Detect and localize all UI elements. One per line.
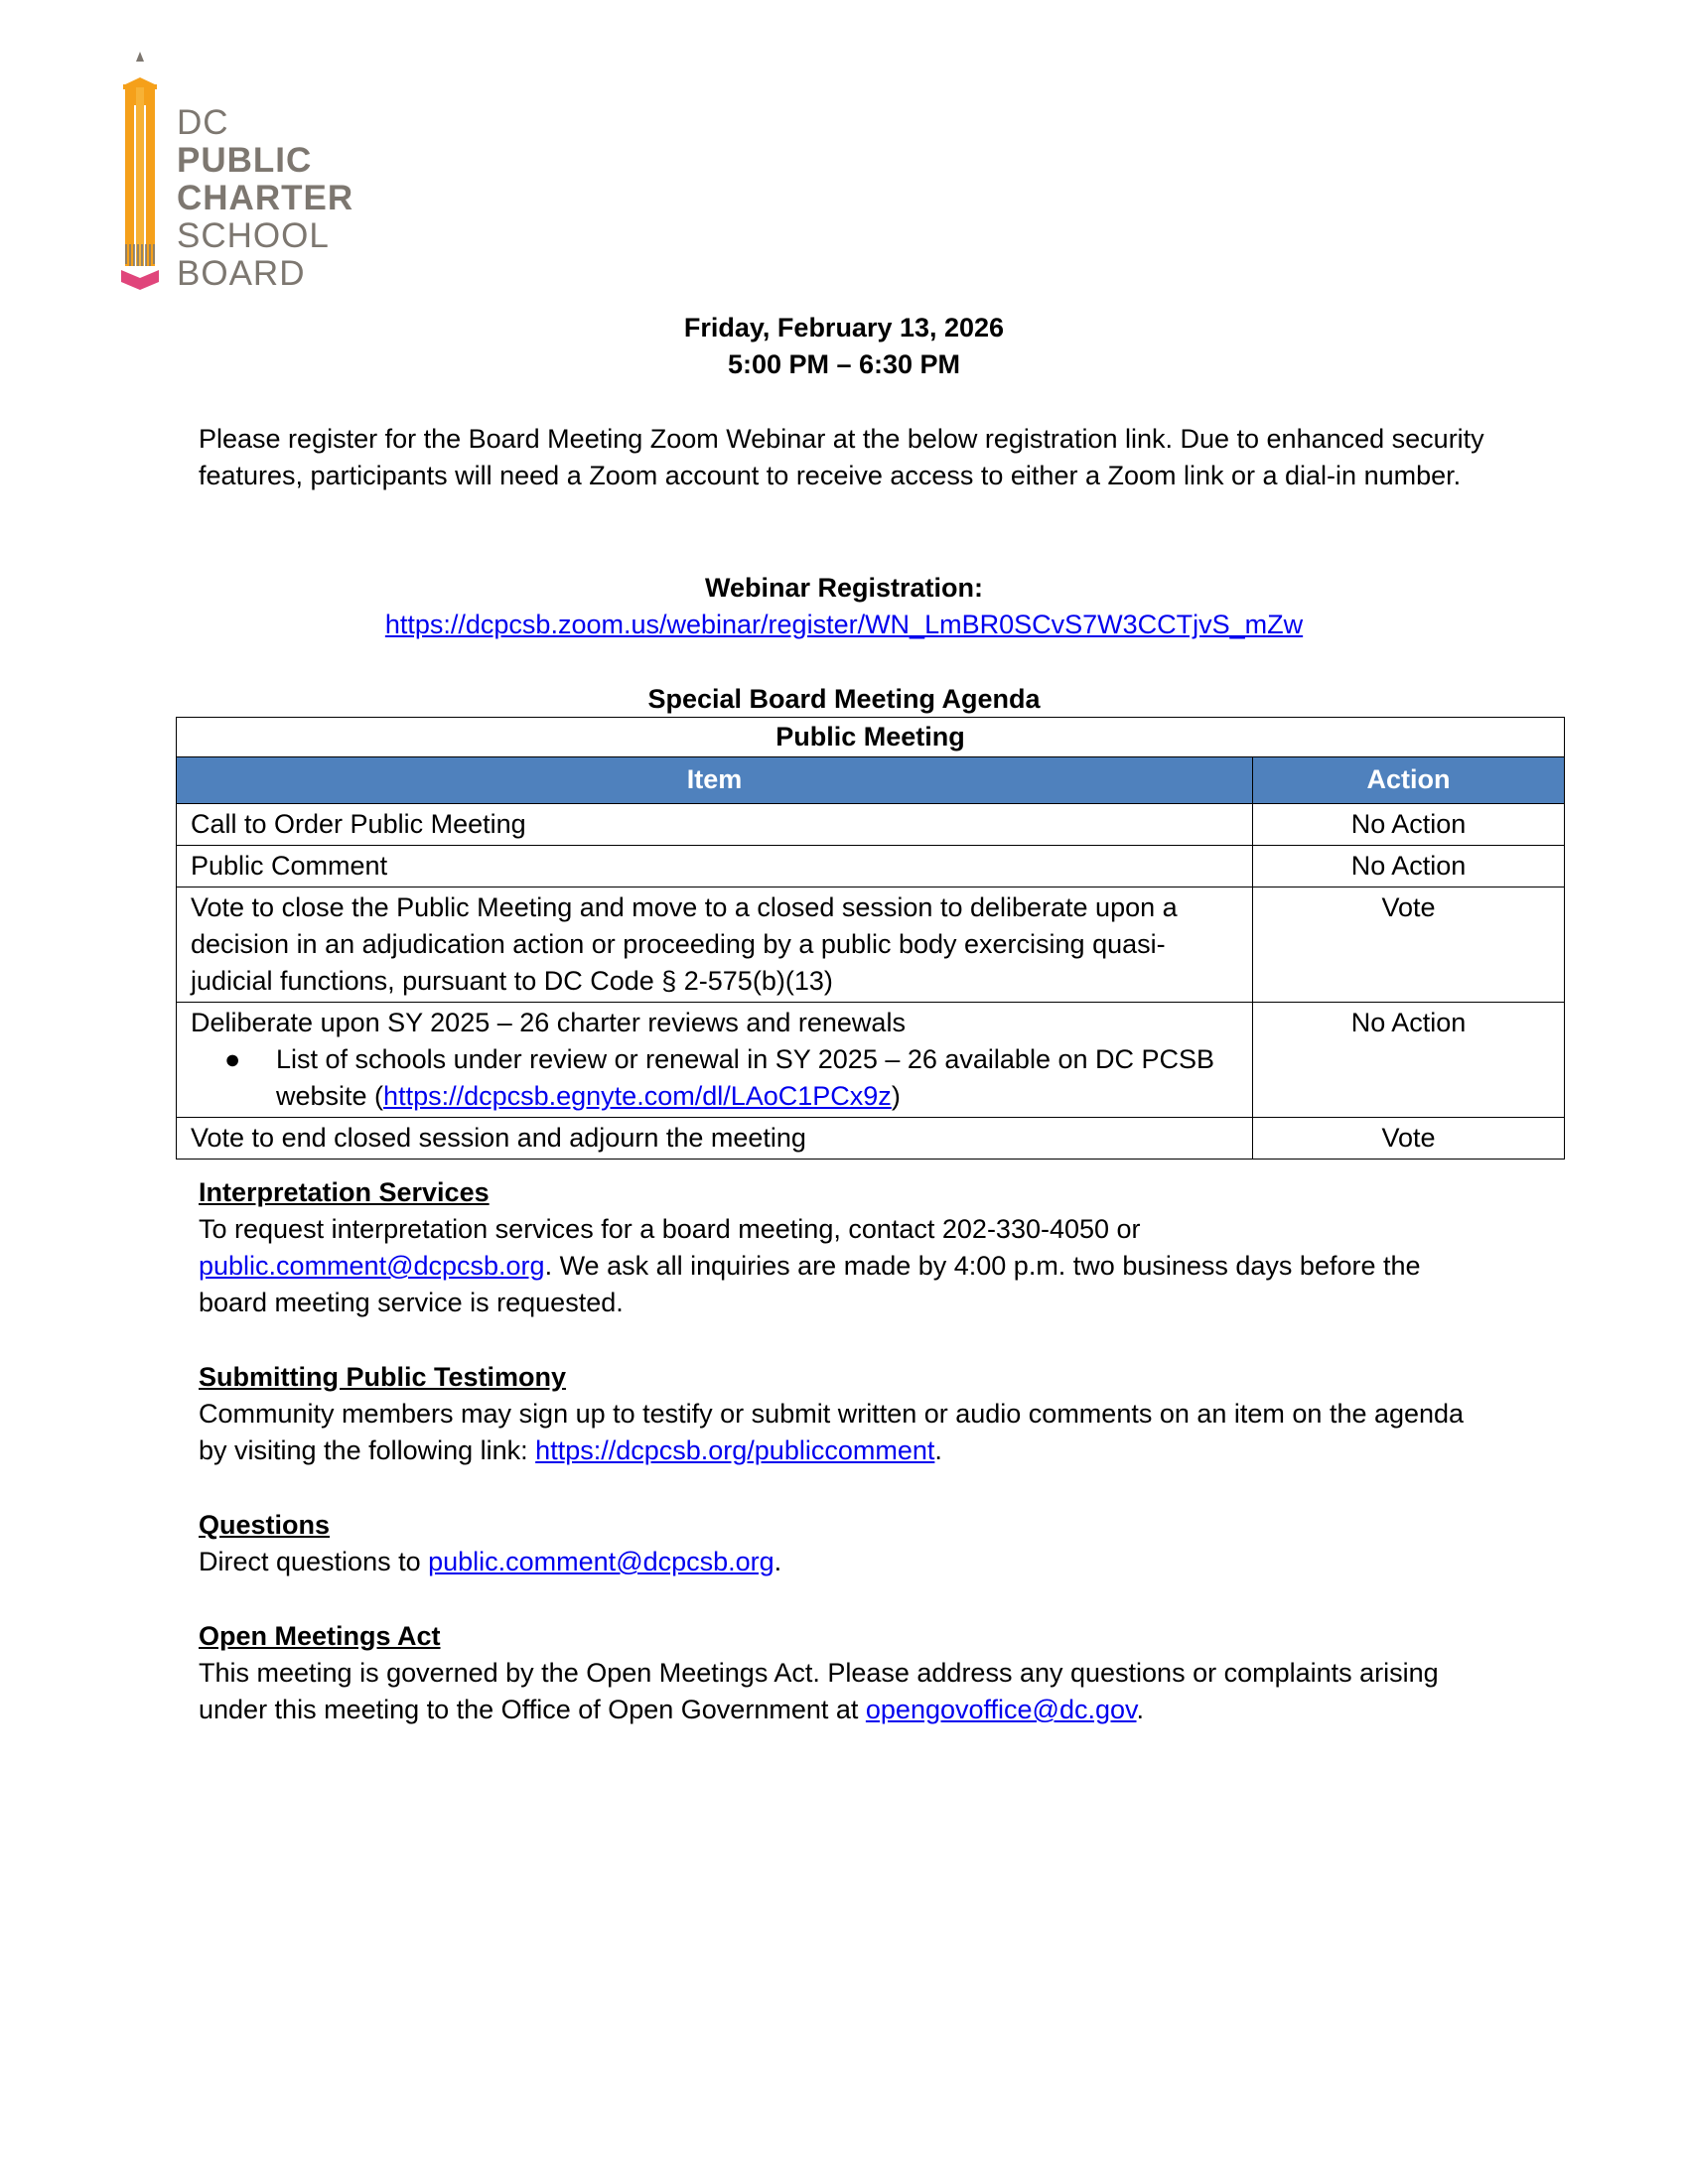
questions-text-after: . — [774, 1547, 782, 1576]
open-gov-email-link[interactable]: opengovoffice@dc.gov — [865, 1695, 1137, 1724]
webinar-link-container — [0, 607, 1688, 643]
table-row — [177, 1118, 1565, 1160]
agenda-action: Vote — [1253, 1118, 1565, 1160]
intro-paragraph: Please register for the Board Meeting Zoom Webinar at the below registration link. Due to enhanced security features, participants will need a Zoom account to receive access to either a Zoom link or a dial-in number. — [199, 424, 1484, 490]
agenda-action: No Action — [1253, 846, 1565, 887]
table-row — [177, 804, 1565, 846]
logo-wordmark — [177, 104, 353, 293]
agenda-table — [176, 717, 1565, 1160]
open-meetings-section — [199, 1618, 1489, 1728]
logo-line-school: SCHOOL — [177, 216, 330, 255]
dcpcsb-logo — [115, 50, 373, 293]
meeting-time: 5:00 PM – 6:30 PM — [727, 349, 961, 379]
open-meetings-text-after: . — [1136, 1695, 1145, 1724]
pencil-logo-icon — [115, 50, 165, 293]
school-list-link[interactable]: https://dcpcsb.egnyte.com/dl/LAoC1PCx9z — [383, 1081, 892, 1111]
open-meetings-text-before: This meeting is governed by the Open Meetings Act. Please address any questions or complaints arising under this meeting to the Office of Open Government at — [199, 1658, 1439, 1724]
logo-line-dc: DC — [177, 103, 229, 142]
agenda-title: Special Board Meeting Agenda — [647, 684, 1041, 714]
agenda-item-text: Deliberate upon SY 2025 – 26 charter reviews and renewals — [191, 1008, 906, 1037]
agenda-item: Public Comment — [177, 846, 1253, 887]
logo-line-board: BOARD — [177, 254, 306, 293]
agenda-action: No Action — [1253, 804, 1565, 846]
testimony-text-after: . — [934, 1435, 942, 1465]
bullet-suffix: ) — [891, 1081, 901, 1111]
list-item — [224, 1041, 1238, 1115]
webinar-label: Webinar Registration: — [704, 573, 984, 603]
table-row — [177, 887, 1565, 1003]
interpretation-text-after: . We ask all inquiries are made by 4:00 p.m. two business days before the board meeting service is requested. — [199, 1251, 1421, 1317]
meeting-date: Friday, February 13, 2026 — [683, 313, 1005, 342]
header-item: Item — [177, 757, 1253, 804]
questions-text — [199, 1544, 1489, 1580]
logo-line-public: PUBLIC — [177, 141, 313, 180]
testimony-text-before: Community members may sign up to testify or submit written or audio comments on an item on the agenda by visiting the following link: — [199, 1399, 1465, 1465]
agenda-caption-row — [177, 718, 1565, 757]
header-action: Action — [1253, 757, 1565, 804]
interpretation-text — [199, 1211, 1489, 1321]
webinar-registration-link[interactable]: https://dcpcsb.zoom.us/webinar/register/WN_LmBR0SCvS7W3CCTjvS_mZw — [384, 610, 1304, 639]
agenda-action: Vote — [1253, 887, 1565, 1003]
bullet-icon: ● — [224, 1044, 241, 1074]
public-comment-link[interactable]: https://dcpcsb.org/publiccomment — [535, 1435, 935, 1465]
open-meetings-text — [199, 1655, 1489, 1728]
questions-text-before: Direct questions to — [199, 1547, 429, 1576]
agenda-item — [177, 1003, 1253, 1118]
questions-title: Questions — [199, 1510, 331, 1540]
agenda-item: Vote to close the Public Meeting and move to a closed session to deliberate upon a decision in an adjudication action or proceeding by a public body exercising quasi-judicial functions, pursuant to DC Code § 2-575(b)(13) — [177, 887, 1253, 1003]
agenda-header-row — [177, 757, 1565, 804]
agenda-action: No Action — [1253, 1003, 1565, 1118]
interpretation-title: Interpretation Services — [199, 1177, 490, 1207]
testimony-section — [199, 1359, 1489, 1469]
agenda-item: Vote to end closed session and adjourn the meeting — [177, 1118, 1253, 1160]
interpretation-section — [199, 1174, 1489, 1321]
logo-line-charter: CHARTER — [177, 179, 354, 217]
agenda-item: Call to Order Public Meeting — [177, 804, 1253, 846]
table-row — [177, 1003, 1565, 1118]
questions-section — [199, 1507, 1489, 1580]
interpretation-email-link[interactable]: public.comment@dcpcsb.org — [199, 1251, 545, 1281]
testimony-text — [199, 1396, 1489, 1469]
bullet-text: List of schools under review or renewal in SY 2025 – 26 available on DC PCSB website ( — [276, 1044, 1215, 1111]
interpretation-text-before: To request interpretation services for a board meeting, contact 202-330-4050 or — [199, 1214, 1141, 1244]
table-row — [177, 846, 1565, 887]
open-meetings-title: Open Meetings Act — [199, 1621, 441, 1651]
questions-email-link[interactable]: public.comment@dcpcsb.org — [428, 1547, 774, 1576]
agenda-sublist — [191, 1041, 1238, 1115]
agenda-caption: Public Meeting — [177, 718, 1565, 757]
testimony-title: Submitting Public Testimony — [199, 1362, 567, 1392]
